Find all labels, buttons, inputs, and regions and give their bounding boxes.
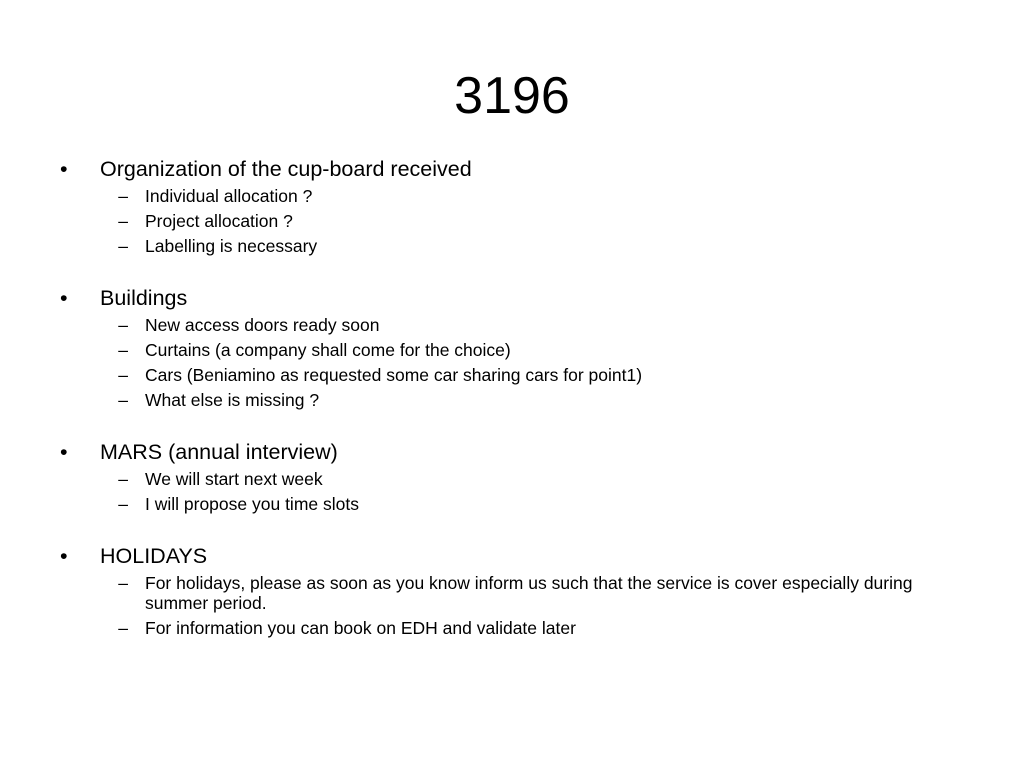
list-item-text: Curtains (a company shall come for the choice) — [145, 340, 511, 360]
list-item-text: Individual allocation ? — [145, 186, 313, 206]
list-item — [56, 315, 956, 335]
list-item — [56, 236, 956, 256]
sub-list — [56, 315, 956, 410]
list-item — [56, 469, 956, 489]
list-item — [56, 573, 956, 613]
bullet-icon: • — [60, 286, 68, 310]
list-item-text: For holidays, please as soon as you know inform us such that the service is cover especially during summer period. — [145, 573, 913, 613]
section-mars — [56, 438, 956, 514]
list-item — [56, 186, 956, 206]
bullet-icon: • — [60, 157, 68, 181]
list-item-text: Labelling is necessary — [145, 236, 318, 256]
dash-icon: – — [118, 494, 128, 514]
list-item-text: Cars (Beniamino as requested some car sharing cars for point1) — [145, 365, 643, 385]
section-heading: MARS (annual interview) — [100, 440, 338, 464]
section-heading: Buildings — [100, 286, 188, 310]
list-item-text: I will propose you time slots — [145, 494, 359, 514]
slide-title: 3196 — [454, 67, 570, 125]
section-holidays — [56, 542, 956, 638]
section-organization — [56, 155, 956, 256]
list-item-text: We will start next week — [145, 469, 323, 489]
list-item — [56, 390, 956, 410]
list-item — [56, 365, 956, 385]
bullet-icon: • — [60, 440, 68, 464]
sub-list — [56, 186, 956, 256]
dash-icon: – — [118, 390, 128, 410]
list-item — [56, 340, 956, 360]
dash-icon: – — [118, 186, 128, 206]
section-buildings — [56, 284, 956, 410]
dash-icon: – — [118, 469, 128, 489]
dash-icon: – — [118, 618, 128, 638]
dash-icon: – — [118, 340, 128, 360]
dash-icon: – — [118, 365, 128, 385]
section-heading: HOLIDAYS — [100, 544, 208, 568]
dash-icon: – — [118, 211, 128, 231]
sub-list — [56, 469, 956, 514]
bullet-icon: • — [60, 544, 68, 568]
slide-content — [56, 155, 956, 666]
dash-icon: – — [118, 236, 128, 256]
list-item-text: New access doors ready soon — [145, 315, 380, 335]
dash-icon: – — [118, 315, 128, 335]
list-item-text: For information you can book on EDH and validate later — [145, 618, 576, 638]
list-item — [56, 211, 956, 231]
dash-icon: – — [118, 573, 128, 593]
list-item-text: What else is missing ? — [145, 390, 320, 410]
list-item — [56, 494, 956, 514]
list-item-text: Project allocation ? — [145, 211, 293, 231]
section-heading: Organization of the cup-board received — [100, 157, 472, 181]
list-item — [56, 618, 956, 638]
sub-list — [56, 573, 956, 638]
